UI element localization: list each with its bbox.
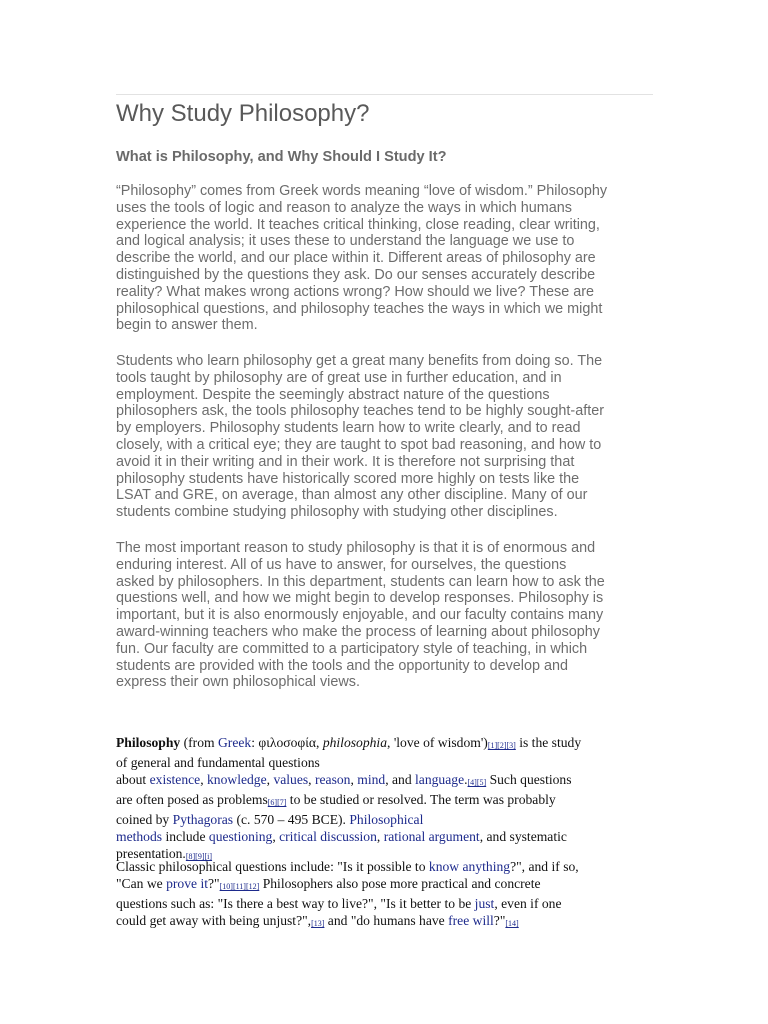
wiki-text: and "do humans have	[324, 913, 449, 928]
paragraph-line: experience the world. It teaches critical thinking, close reading, clear writing,	[116, 216, 600, 233]
paragraph-line: LSAT and GRE, on average, than almost any other discipline. Many of our	[116, 487, 588, 504]
paragraph-line: important, but it is also enormously enjoyable, and our faculty contains many	[116, 607, 604, 624]
paragraph-line: uses the tools of logic and reason to analyze the ways in which humans	[116, 199, 572, 216]
paragraph-line: reality? What makes wrong actions wrong? How should we live? These are	[116, 283, 595, 300]
wiki-definition	[116, 734, 656, 865]
paragraph-line: award-winning teachers who make the process of learning about philosophy	[116, 623, 600, 640]
wiki-text: Philosophers also pose more practical and concrete	[259, 876, 541, 891]
paragraph-line: Students who learn philosophy get a great many benefits from doing so. The	[116, 353, 603, 369]
header-divider	[116, 94, 653, 95]
wiki-text: include	[162, 829, 209, 844]
wiki-text: coined by	[116, 812, 173, 827]
wiki-text: , and	[385, 772, 416, 787]
wiki-line	[116, 754, 656, 771]
wiki-text: Such questions	[486, 772, 572, 787]
wiki-text: ,	[350, 772, 358, 787]
paragraph-line: by employers. Philosophy students learn how to write clearly, and to read	[116, 420, 581, 437]
wiki-text: of general and fundamental questions	[116, 755, 320, 770]
wiki-line	[116, 771, 656, 791]
wiki-text: , 'love of wisdom')	[387, 735, 488, 750]
wiki-text: ,	[266, 772, 274, 787]
paragraph-line: distinguished by the questions they ask. Do our senses accurately describe	[116, 266, 596, 283]
wiki-text: about	[116, 772, 150, 787]
ref-14[interactable]: [14]	[505, 919, 519, 928]
wiki-text: ?", and if so,	[510, 859, 579, 874]
wiki-line	[116, 734, 656, 754]
paragraph-line: students are provided with the tools and the opportunity to develop and	[116, 657, 569, 674]
link-methods[interactable]: methods	[116, 829, 163, 844]
wiki-line	[116, 912, 656, 932]
wiki-text: , even if one	[494, 896, 562, 911]
link-language[interactable]: language	[415, 772, 465, 787]
wiki-text: could get away with being unjust?",	[116, 913, 312, 928]
page-subtitle: What is Philosophy, and Why Should I Study It?	[116, 149, 447, 165]
paragraph-line: philosophy students have historically scored more highly on tests like the	[116, 470, 580, 487]
link-knowledge[interactable]: knowledge	[206, 772, 267, 787]
paragraph-line: students combine studying philosophy with studying other disciplines.	[116, 504, 558, 521]
wiki-text: ,	[272, 829, 280, 844]
wiki-text: presentation.	[116, 846, 186, 861]
wiki-philosophia: philosophia	[322, 735, 388, 750]
wiki-text: ?"	[208, 876, 220, 891]
wiki-line	[116, 791, 656, 811]
page-title: Why Study Philosophy?	[116, 100, 370, 127]
wiki-line	[116, 875, 656, 895]
wiki-text: is the study	[515, 735, 582, 750]
wiki-text: ,	[200, 772, 207, 787]
ref-1-3[interactable]: [1][2][3]	[487, 741, 516, 750]
link-critical-discussion[interactable]: critical discussion	[279, 829, 377, 844]
intro-paragraph-2	[116, 353, 656, 521]
paragraph-line: describe the world, and our place within it. Different areas of philosophy are	[116, 250, 596, 267]
wiki-text: to be studied or resolved. The term was probably	[286, 792, 556, 807]
link-reason[interactable]: reason	[314, 772, 351, 787]
paragraph-line: The most important reason to study philosophy is that it is of enormous and	[116, 540, 596, 556]
wiki-line	[116, 858, 656, 875]
wiki-text: ?"	[493, 913, 506, 928]
link-greek[interactable]: Greek	[217, 735, 252, 750]
paragraph-line: fun. Our faculty are committed to a participatory style of teaching, in which	[116, 640, 588, 657]
link-pythagoras[interactable]: Pythagoras	[172, 812, 234, 827]
paragraph-line: enduring interest. All of us have to answer, for ourselves, the questions	[116, 556, 567, 573]
link-free-will[interactable]: free will	[448, 913, 494, 928]
paragraph-line: express their own philosophical views.	[116, 674, 360, 691]
wiki-text: ,	[308, 772, 315, 787]
wiki-text: , and systematic	[479, 829, 567, 844]
wiki-text: "Can we	[116, 876, 167, 891]
ref-8-10[interactable]: [8][9][i]	[185, 852, 213, 861]
link-know-anything[interactable]: know anything	[428, 859, 511, 874]
paragraph-line: philosophers ask, the tools philosophy teaches tend to be highly sought-after	[116, 403, 604, 420]
wiki-text: .	[464, 772, 468, 787]
wiki-text: (from	[180, 735, 218, 750]
ref-10-12[interactable]: [10][11][12]	[219, 882, 260, 891]
intro-paragraph-1	[116, 183, 656, 334]
wiki-questions	[116, 858, 656, 932]
link-philosophical-methods[interactable]: Philosophical	[349, 812, 424, 827]
wiki-text: ,	[376, 829, 384, 844]
link-just[interactable]: just	[474, 896, 495, 911]
link-questioning[interactable]: questioning	[208, 829, 273, 844]
paragraph-line: “Philosophy” comes from Greek words meaning “love of wisdom.” Philosophy	[116, 183, 608, 199]
paragraph-line: tools taught by philosophy are of great use in further education, and in	[116, 369, 562, 386]
link-existence[interactable]: existence	[149, 772, 201, 787]
ref-4-5[interactable]: [4][5]	[467, 778, 487, 787]
intro-paragraph-3	[116, 540, 656, 691]
paragraph-line: philosophical questions, and philosophy teaches the ways in which we might	[116, 300, 603, 317]
link-values[interactable]: values	[273, 772, 309, 787]
paragraph-line: begin to answer them.	[116, 317, 258, 334]
ref-13[interactable]: [13]	[311, 919, 325, 928]
wiki-line	[116, 828, 656, 845]
wiki-line	[116, 811, 656, 828]
paragraph-line: and logical analysis; it uses these to understand the language we use to	[116, 233, 575, 250]
paragraph-line: questions well, and how we might begin to develop responses. Philosophy is	[116, 590, 604, 607]
link-rational-argument[interactable]: rational argument	[383, 829, 480, 844]
paragraph-line: asked by philosophers. In this department, students can learn how to ask the	[116, 573, 605, 590]
wiki-text: questions such as: "Is there a best way to live?", "Is it better to be	[116, 896, 475, 911]
wiki-text: are often posed as problems	[116, 792, 268, 807]
ref-6-7[interactable]: [6][7]	[267, 798, 287, 807]
wiki-text: (c. 570 – 495 BCE).	[233, 812, 350, 827]
wiki-text: : φιλοσοφία,	[251, 735, 323, 750]
paragraph-line: avoid it in their writing and in their work. It is therefore not surprising that	[116, 453, 575, 470]
link-mind[interactable]: mind	[357, 772, 386, 787]
paragraph-line: employment. Despite the seemingly abstract nature of the questions	[116, 386, 550, 403]
wiki-term: Philosophy	[116, 735, 181, 750]
wiki-line	[116, 895, 656, 912]
paragraph-line: closely, with a critical eye; they are taught to spot bad reasoning, and how to	[116, 436, 602, 453]
link-prove-it[interactable]: prove it	[166, 876, 209, 891]
wiki-text: Classic philosophical questions include: "Is it possible to	[116, 859, 429, 874]
